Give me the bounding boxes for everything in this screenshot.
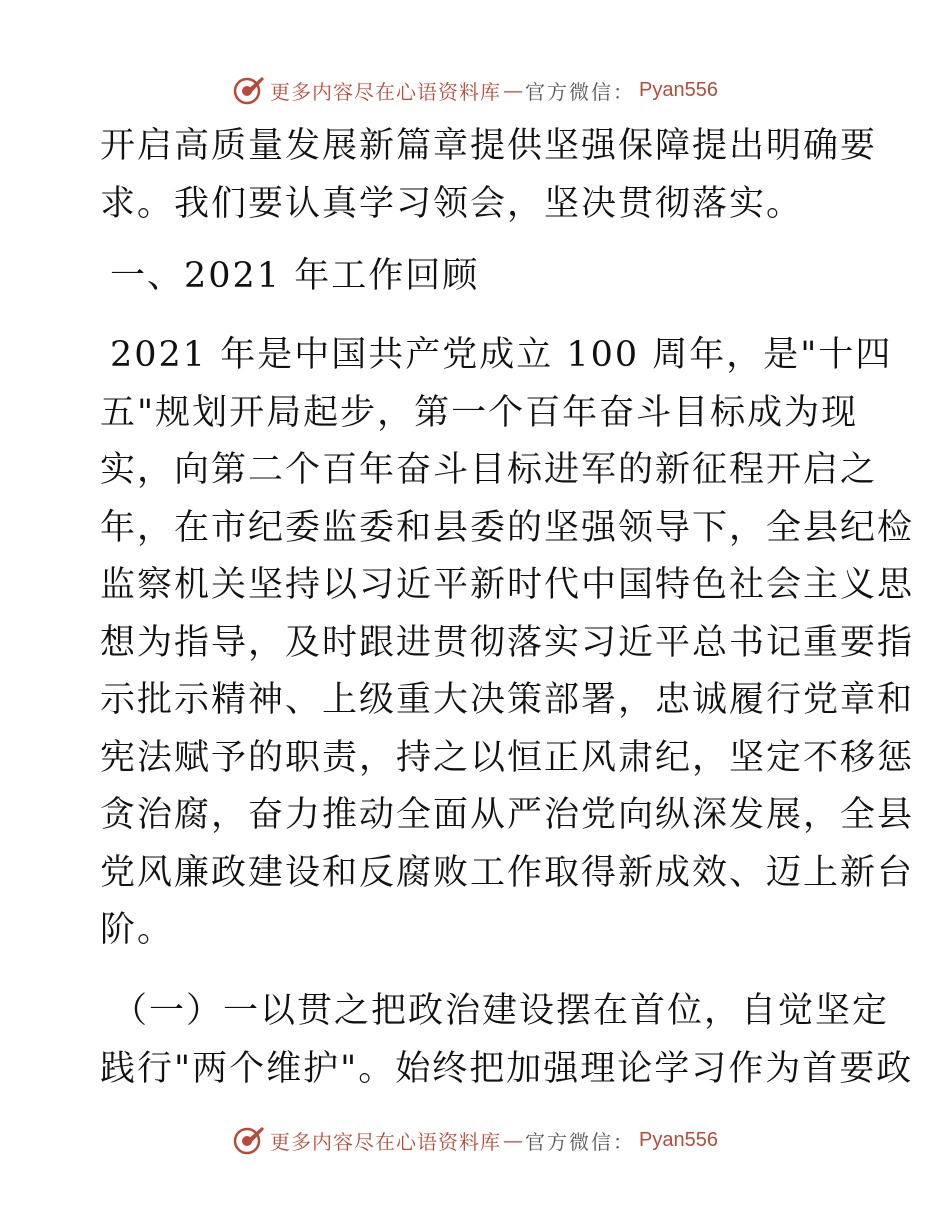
quill-seal-icon bbox=[232, 1123, 266, 1157]
watermark-wechat-id: Pyan556 bbox=[639, 78, 718, 101]
text-line: 示批示精神、上级重大决策部署，忠诚履行党章和 bbox=[100, 680, 915, 720]
watermark-dash: — bbox=[503, 1128, 524, 1152]
quill-seal-icon bbox=[232, 73, 266, 107]
text-line: 2021 年是中国共产党成立 100 周年，是"十四 bbox=[110, 335, 893, 375]
text-line: 实，向第二个百年奋斗目标进军的新征程开启之 bbox=[100, 450, 878, 490]
watermark-dash: — bbox=[503, 78, 524, 102]
paragraph-review bbox=[100, 327, 915, 960]
heading-text: 一、2021 年工作回顾 bbox=[110, 256, 480, 296]
text-line: 党风廉政建设和反腐败工作取得新成效、迈上新台 bbox=[100, 852, 915, 893]
watermark-official-label: 官方微信： bbox=[525, 79, 636, 104]
watermark-wechat-id: Pyan556 bbox=[639, 1128, 718, 1151]
text-line: 监察机关坚持以习近平新时代中国特色社会主义思 bbox=[100, 565, 915, 605]
text-line: 五"规划开局起步，第一个百年奋斗目标成为现 bbox=[100, 392, 859, 433]
text-line: 开启高质量发展新篇章提供坚强保障提出明确要 bbox=[100, 126, 878, 166]
text-line: 践行"两个维护"。始终把加强理论学习作为首要政 bbox=[100, 1048, 914, 1089]
watermark-site-name: 更多内容尽在心语资料库 bbox=[270, 79, 502, 104]
footer-watermark bbox=[0, 1120, 950, 1160]
header-watermark bbox=[0, 70, 950, 110]
text-line: 阶。 bbox=[100, 910, 175, 950]
text-line: 宪法赋予的职责，持之以恒正风肃纪，坚定不移惩 bbox=[100, 737, 915, 778]
text-line: 年，在市纪委监委和县委的坚强领导下，全县纪检 bbox=[100, 507, 915, 548]
watermark-official-label: 官方微信： bbox=[525, 1129, 636, 1154]
watermark-site-name: 更多内容尽在心语资料库 bbox=[270, 1129, 502, 1154]
paragraph-intro bbox=[100, 118, 878, 233]
paragraph-section-1 bbox=[100, 983, 914, 1098]
text-line: 想为指导，及时跟进贯彻落实习近平总书记重要指 bbox=[100, 622, 915, 663]
text-line: （一）一以贯之把政治建设摆在首位，自觉坚定 bbox=[112, 991, 890, 1031]
text-line: 贪治腐，奋力推动全面从严治党向纵深发展，全县 bbox=[100, 795, 915, 835]
text-line: 求。我们要认真学习领会，坚决贯彻落实。 bbox=[100, 183, 804, 224]
section-heading bbox=[110, 248, 870, 306]
